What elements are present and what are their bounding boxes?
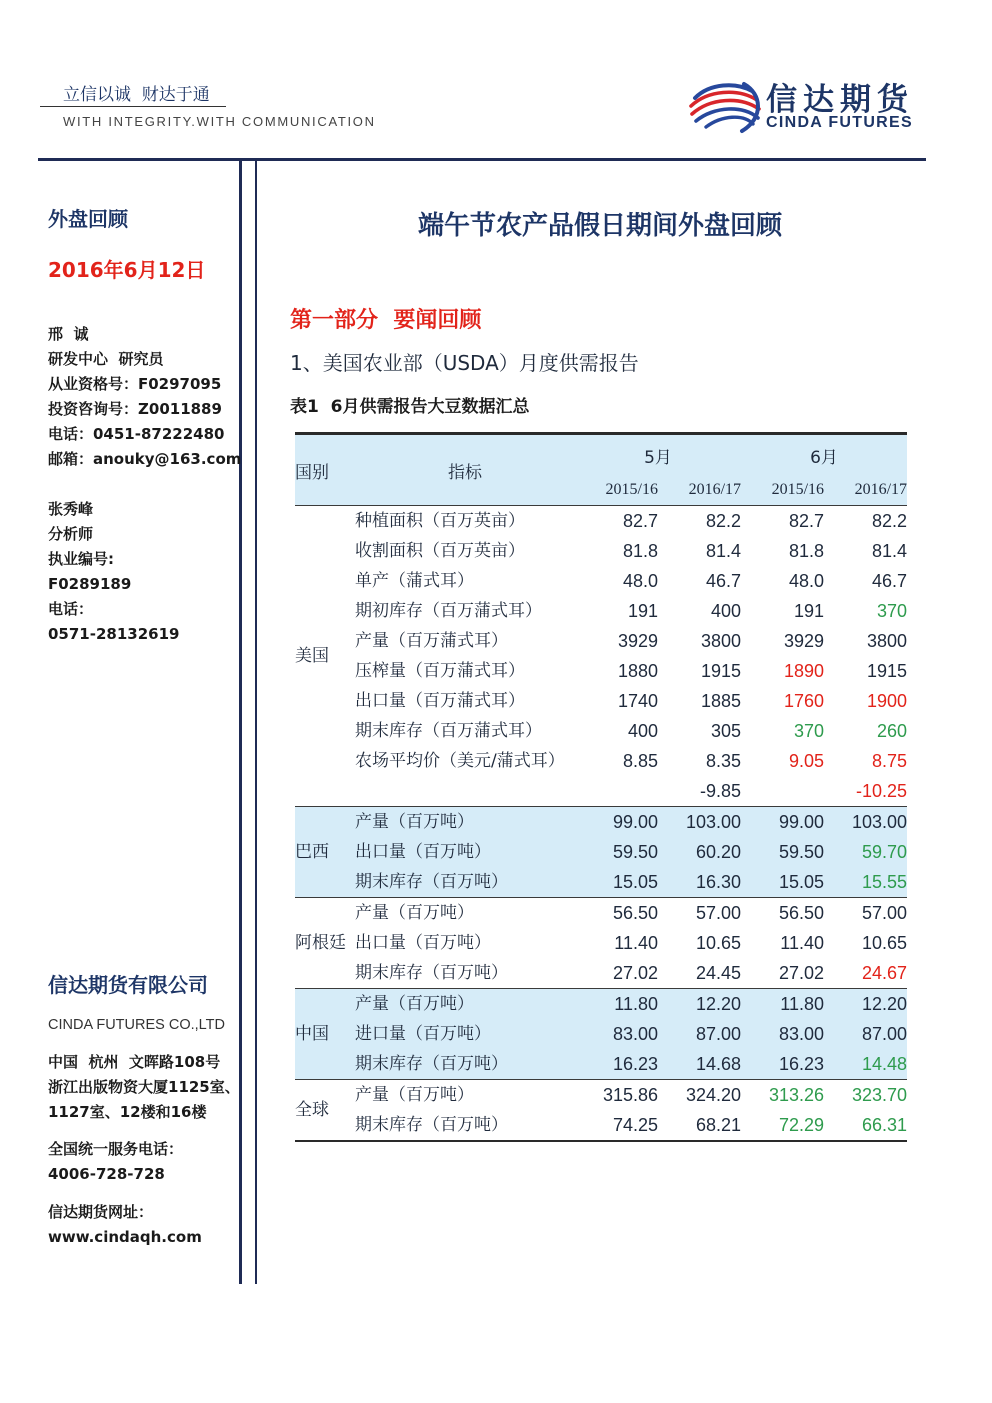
value-cell: -10.25 [855,781,908,801]
value-cell: 57.00 [824,898,907,929]
section-heading: 第一部分 要闻回顾 [290,308,482,333]
value-cell: 1880 [617,661,658,681]
table-row [295,1019,907,1049]
header-year: 2015/16 [575,475,658,506]
slogan-underline [40,106,226,107]
analyst-phone-label: 电话： [48,600,94,618]
table-row [295,928,907,958]
value-cell: 59.70 [824,837,907,867]
value-cell: 83.00 [575,1019,658,1049]
indicator-cell [355,776,575,807]
table-header [295,434,907,506]
country-cell: 全球 [295,1080,355,1142]
slogan-english: WITH INTEGRITY.WITH COMMUNICATION [63,114,376,129]
value-cell: 24.67 [861,963,908,983]
header-indicator: 指标 [355,434,575,506]
value-cell: 59.50 [741,837,824,867]
subsection-heading: 1、美国农业部（USDA）月度供需报告 [290,351,639,375]
indicator-cell: 产量（百万吨） [355,1080,575,1111]
value-cell: 46.7 [705,571,742,591]
value-cell: 82.2 [658,506,741,537]
indicator-cell: 期初库存（百万蒲式耳） [355,601,542,621]
indicator-cell: 期末库存（百万吨） [355,1115,508,1135]
table-row [295,867,907,898]
indicator-cell: 产量（百万吨） [355,989,575,1020]
value-cell: 46.7 [871,571,908,591]
table-row [295,958,907,989]
table-header-row [295,434,907,476]
value-cell: 57.00 [658,898,741,929]
hotline-number: 4006-728-728 [48,1165,165,1183]
address-line: 浙江出版物资大厦1125室、 [48,1078,240,1096]
company-address [48,1050,240,1125]
indicator-cell: 产量（百万吨） [355,898,575,929]
value-cell: 10.65 [861,933,908,953]
value-cell: 400 [627,721,658,741]
value-cell [741,776,824,807]
table-row [295,566,907,596]
header-may: 5月 [575,434,741,476]
analyst-qualification: 从业资格号：F0297095 [48,375,222,393]
report-category: 外盘回顾 [48,207,128,231]
sidebar-rule-inner [255,158,257,1284]
address-line: 中国 杭州 文晖路108号 [48,1053,221,1071]
indicator-cell: 压榨量（百万蒲式耳） [355,661,525,681]
table-row [295,686,907,716]
value-cell: 1890 [783,661,825,681]
value-cell: 74.25 [612,1115,658,1135]
table-row [295,898,907,929]
value-cell: 3929 [617,631,658,651]
indicator-cell: 期末库存（百万吨） [355,963,508,983]
indicator-cell: 单产（蒲式耳） [355,571,474,591]
value-cell: 68.21 [695,1115,742,1135]
analyst-email: 邮箱：anouky@163.com [48,450,242,468]
indicator-cell: 期末库存（百万吨） [355,867,575,898]
value-cell: 82.2 [824,506,907,537]
table-row [295,1049,907,1080]
value-cell: 16.23 [741,1049,824,1080]
value-cell: 16.30 [658,867,741,898]
report-date: 2016年6月12日 [48,258,206,282]
table-row [295,1080,907,1111]
value-cell: 48.0 [788,571,825,591]
indicator-cell: 收割面积（百万英亩） [355,541,525,561]
value-cell: 27.02 [778,963,825,983]
value-cell: 56.50 [741,898,824,929]
table-row [295,807,907,838]
table-row [295,1110,907,1141]
website-url: www.cindaqh.com [48,1228,202,1246]
value-cell: 83.00 [741,1019,824,1049]
indicator-cell: 产量（百万蒲式耳） [355,631,508,651]
value-cell: -9.85 [699,781,742,801]
value-cell: 11.80 [741,989,824,1020]
value-cell: 8.35 [705,751,742,771]
analyst-phone: 0571-28132619 [48,625,180,643]
value-cell: 313.26 [741,1080,824,1111]
value-cell: 305 [710,721,742,741]
soybean-supply-demand-table [295,432,907,1142]
value-cell: 12.20 [658,989,741,1020]
value-cell: 14.68 [658,1049,741,1080]
value-cell: 87.00 [824,1019,907,1049]
value-cell: 12.20 [824,989,907,1020]
value-cell: 56.50 [575,898,658,929]
table-caption: 表1 6月供需报告大豆数据汇总 [290,397,530,417]
table-row [295,536,907,566]
indicator-cell: 农场平均价（美元/蒲式耳） [355,751,565,771]
report-title: 端午节农产品假日期间外盘回顾 [417,211,782,241]
value-cell: 3929 [783,631,825,651]
logo-name-chinese: 信达期货 [766,82,914,118]
value-cell: 99.00 [741,807,824,838]
header-rule [38,158,926,161]
header-country: 国别 [295,434,355,506]
value-cell: 72.29 [778,1115,825,1135]
value-cell: 1885 [700,691,742,711]
analyst-consulting-id: 投资咨询号：Z0011889 [48,400,222,418]
value-cell: 15.05 [741,867,824,898]
header-year: 2016/17 [658,475,741,506]
value-cell: 16.23 [575,1049,658,1080]
table-row [295,506,907,537]
value-cell: 1915 [700,661,742,681]
value-cell: 14.48 [824,1049,907,1080]
value-cell: 8.85 [622,751,658,771]
slogan-chinese: 立信以诚 财达于通 [63,85,210,105]
value-cell: 1915 [866,661,908,681]
header-year: 2015/16 [741,475,824,506]
table-row [295,776,907,807]
indicator-cell: 进口量（百万吨） [355,1019,575,1049]
value-cell: 82.7 [741,506,824,537]
table-row [295,837,907,867]
table-body [295,506,907,1142]
website-label: 信达期货网址： [48,1203,154,1221]
indicator-cell: 出口量（百万蒲式耳） [355,691,525,711]
analyst-name: 张秀峰 [48,500,94,518]
analyst-license: F0289189 [48,575,132,593]
table-row [295,626,907,656]
header-june: 6月 [741,434,907,476]
value-cell: 1740 [617,691,658,711]
table-row [295,596,907,626]
value-cell: 3800 [700,631,742,651]
analyst-phone: 电话：0451-87222480 [48,425,225,443]
company-name-english: CINDA FUTURES CO.,LTD [48,1017,225,1033]
header-year: 2016/17 [824,475,907,506]
value-cell: 87.00 [658,1019,741,1049]
analyst-name: 邢 诚 [48,325,89,343]
hotline-label: 全国统一服务电话： [48,1140,184,1158]
value-cell [575,776,658,807]
table-row [295,656,907,686]
analyst-1-info [48,322,241,472]
value-cell: 370 [793,721,825,741]
value-cell: 27.02 [612,963,658,983]
table-row [295,989,907,1020]
value-cell: 400 [710,601,742,621]
value-cell: 1760 [783,691,825,711]
value-cell: 10.65 [695,933,742,953]
value-cell: 315.86 [575,1080,658,1111]
value-cell: 81.8 [788,541,825,561]
value-cell: 81.4 [871,541,908,561]
value-cell: 60.20 [658,837,741,867]
value-cell: 370 [876,601,908,621]
table-row [295,746,907,776]
company-name: 信达期货有限公司 [48,973,208,997]
value-cell: 103.00 [824,807,907,838]
value-cell: 59.50 [575,837,658,867]
analyst-role: 研发中心 研究员 [48,350,164,368]
value-cell: 15.55 [824,867,907,898]
indicator-cell: 产量（百万吨） [355,807,575,838]
value-cell: 9.05 [788,751,825,771]
company-website [48,1200,202,1250]
indicator-cell: 出口量（百万吨） [355,933,491,953]
value-cell: 260 [876,721,908,741]
analyst-2-info [48,497,179,647]
value-cell: 15.05 [575,867,658,898]
logo-name-english: CINDA FUTURES [766,114,913,131]
value-cell: 11.80 [575,989,658,1020]
value-cell: 66.31 [861,1115,908,1135]
cinda-globe-logo-icon [688,78,764,134]
company-hotline [48,1137,183,1187]
value-cell: 81.8 [622,541,658,561]
value-cell: 1900 [866,691,908,711]
value-cell: 324.20 [658,1080,741,1111]
value-cell: 11.40 [614,933,658,953]
value-cell: 191 [793,601,825,621]
analyst-role: 分析师 [48,525,94,543]
analyst-license-label: 执业编号: [48,550,114,568]
address-line: 1127室、12楼和16楼 [48,1103,207,1121]
indicator-cell: 种植面积（百万英亩） [355,506,575,537]
indicator-cell: 出口量（百万吨） [355,837,575,867]
country-cell: 巴西 [295,807,355,898]
value-cell: 99.00 [575,807,658,838]
value-cell: 11.40 [780,933,825,953]
value-cell: 191 [627,601,658,621]
value-cell: 8.75 [871,751,908,771]
value-cell: 48.0 [622,571,658,591]
value-cell: 81.4 [705,541,742,561]
value-cell: 24.45 [695,963,742,983]
value-cell: 3800 [866,631,908,651]
value-cell: 82.7 [575,506,658,537]
country-cell: 阿根廷 [295,898,355,989]
country-cell: 美国 [295,506,355,807]
value-cell: 323.70 [824,1080,907,1111]
table-row [295,716,907,746]
value-cell: 103.00 [658,807,741,838]
indicator-cell: 期末库存（百万吨） [355,1049,575,1080]
indicator-cell: 期末库存（百万蒲式耳） [355,721,542,741]
country-cell: 中国 [295,989,355,1080]
